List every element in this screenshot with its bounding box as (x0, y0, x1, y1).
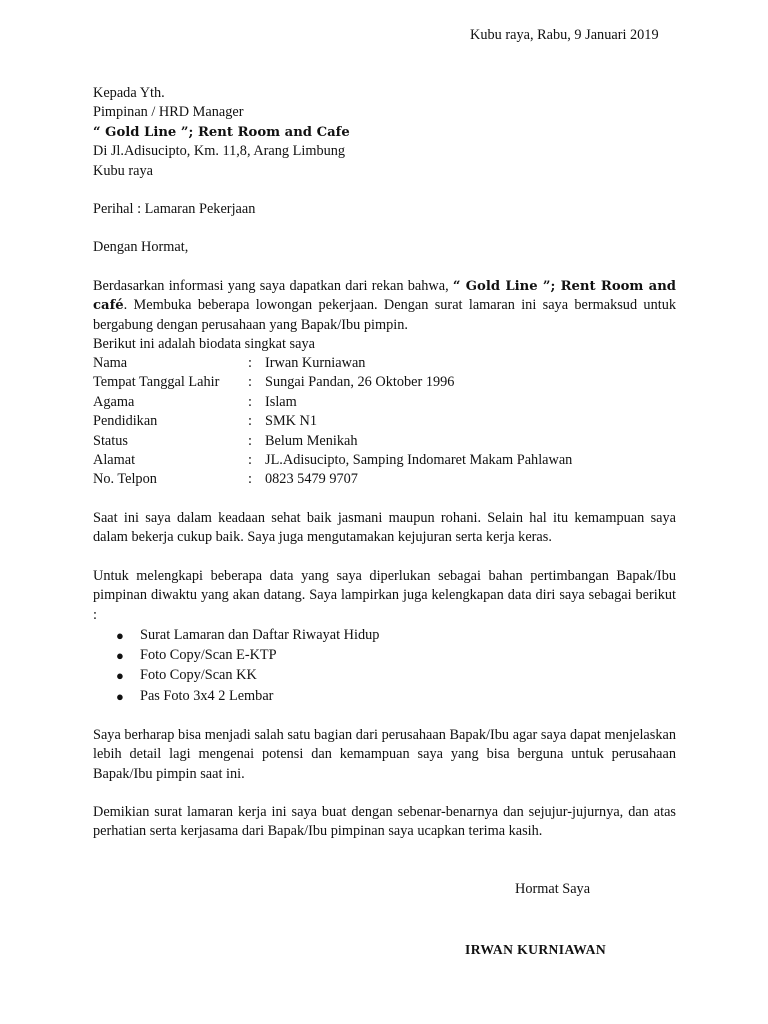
greeting: Dengan Hormat, (93, 239, 189, 255)
biodata-label: Tempat Tanggal Lahir (93, 374, 220, 391)
biodata-separator: : (248, 374, 252, 391)
attachment-item (93, 626, 676, 646)
attachments-intro-paragraph: Untuk melengkapi beberapa data yang saya diperlukan sebagai bahan pertimbangan Bapak/Ibu pimpinan diwaktu yang akan datang. Saya lampirkan juga kelengkapan data diri saya sebagai berikut : (93, 568, 676, 623)
biodata-separator: : (248, 413, 252, 430)
subject-value: Lamaran Pekerjaan (144, 201, 256, 217)
biodata-row (93, 432, 676, 451)
biodata-value: JL.Adisucipto, Samping Indomaret Makam Pahlawan (265, 452, 573, 469)
intro-text-before: Berdasarkan informasi yang saya dapatkan dari rekan bahwa, (93, 278, 453, 294)
bullet-icon: ● (116, 628, 124, 643)
intro-company: “ Gold Line ”; Rent Room and café (93, 279, 677, 314)
biodata-value: 0823 5479 9707 (265, 471, 358, 488)
recipient-block (93, 84, 676, 181)
biodata-label: Agama (93, 393, 135, 410)
intro-paragraph (93, 277, 676, 335)
attachment-item (93, 646, 676, 666)
biodata-label: Nama (93, 355, 128, 371)
bullet-icon: ● (116, 688, 124, 704)
bio-intro: Berikut ini adalah biodata singkat saya (93, 336, 315, 352)
intro-text-after: . Membuka beberapa lowongan pekerjaan. Dengan surat lamaran ini saya bermaksud untuk bergabung dengan perusahaan yang Bapak/Ibu pimpin. (93, 297, 676, 333)
bullet-icon: ● (116, 648, 124, 664)
biodata-separator: : (248, 452, 252, 469)
biodata-row (93, 412, 676, 431)
biodata-row (93, 393, 676, 412)
subject-line (93, 200, 676, 219)
biodata-value: Sungai Pandan, 26 Oktober 1996 (265, 374, 455, 391)
bullet-icon: ● (116, 668, 124, 684)
attachment-text: Surat Lamaran dan Daftar Riwayat Hidup (140, 627, 380, 643)
biodata-label: No. Telpon (93, 471, 157, 488)
date-line: Kubu raya, Rabu, 9 Januari 2019 (470, 27, 659, 43)
biodata-separator: : (248, 471, 252, 488)
recipient-position: Pimpinan / HRD Manager (93, 104, 244, 121)
biodata-separator: : (248, 393, 252, 410)
hope-paragraph: Saya berharap bisa menjadi salah satu bagian dari perusahaan Bapak/Ibu agar saya dapat menjelaskan lebih detail lagi mengenai potensi dan kemampuan saya yang bisa berguna untuk perusahaan Bapak/Ibu pimpin saat ini. (93, 727, 676, 782)
attachment-item (93, 687, 676, 707)
attachment-text: Foto Copy/Scan E-KTP (140, 647, 277, 664)
signer-name: IRWAN KURNIAWAN (465, 942, 607, 957)
closing-paragraph: Demikian surat lamaran kerja ini saya buat dengan sebenar-benarnya dan sejujur-jujurnya, dan atas perhatian serta kerjasama dari Bapak/Ibu pimpinan saya ucapkan terima kasih. (93, 804, 676, 840)
biodata-separator: : (248, 432, 252, 449)
biodata-separator: : (248, 355, 252, 371)
biodata-row (93, 354, 676, 373)
attachment-text: Pas Foto 3x4 2 Lembar (140, 687, 274, 704)
recipient-company: “ Gold Line ”; Rent Room and Cafe (93, 124, 350, 140)
biodata-row (93, 451, 676, 470)
attachment-item (93, 666, 676, 686)
biodata-row (93, 373, 676, 392)
biodata-value: SMK N1 (265, 413, 318, 430)
closing-greeting: Hormat Saya (515, 881, 591, 897)
recipient-city: Kubu raya (93, 162, 153, 179)
biodata-label: Status (93, 432, 128, 449)
attachments-list (93, 626, 676, 707)
recipient-address: Di Jl.Adisucipto, Km. 11,8, Arang Limbung (93, 143, 346, 160)
biodata-label: Pendidikan (93, 413, 158, 430)
biodata-value: Belum Menikah (265, 432, 358, 449)
biodata-value: Irwan Kurniawan (265, 355, 366, 371)
biodata-value: Islam (265, 393, 297, 410)
recipient-salutation: Kepada Yth. (93, 85, 165, 101)
attachment-text: Foto Copy/Scan KK (140, 667, 257, 684)
biodata-row (93, 470, 676, 489)
subject-separator: : (137, 201, 142, 217)
biodata-table (93, 354, 676, 490)
biodata-label: Alamat (93, 452, 136, 469)
subject-label: Perihal (93, 201, 134, 217)
health-paragraph: Saat ini saya dalam keadaan sehat baik jasmani maupun rohani. Selain hal itu kemampuan saya dalam bekerja cukup baik. Saya juga mengutamakan kejujuran serta kerja keras. (93, 510, 676, 546)
